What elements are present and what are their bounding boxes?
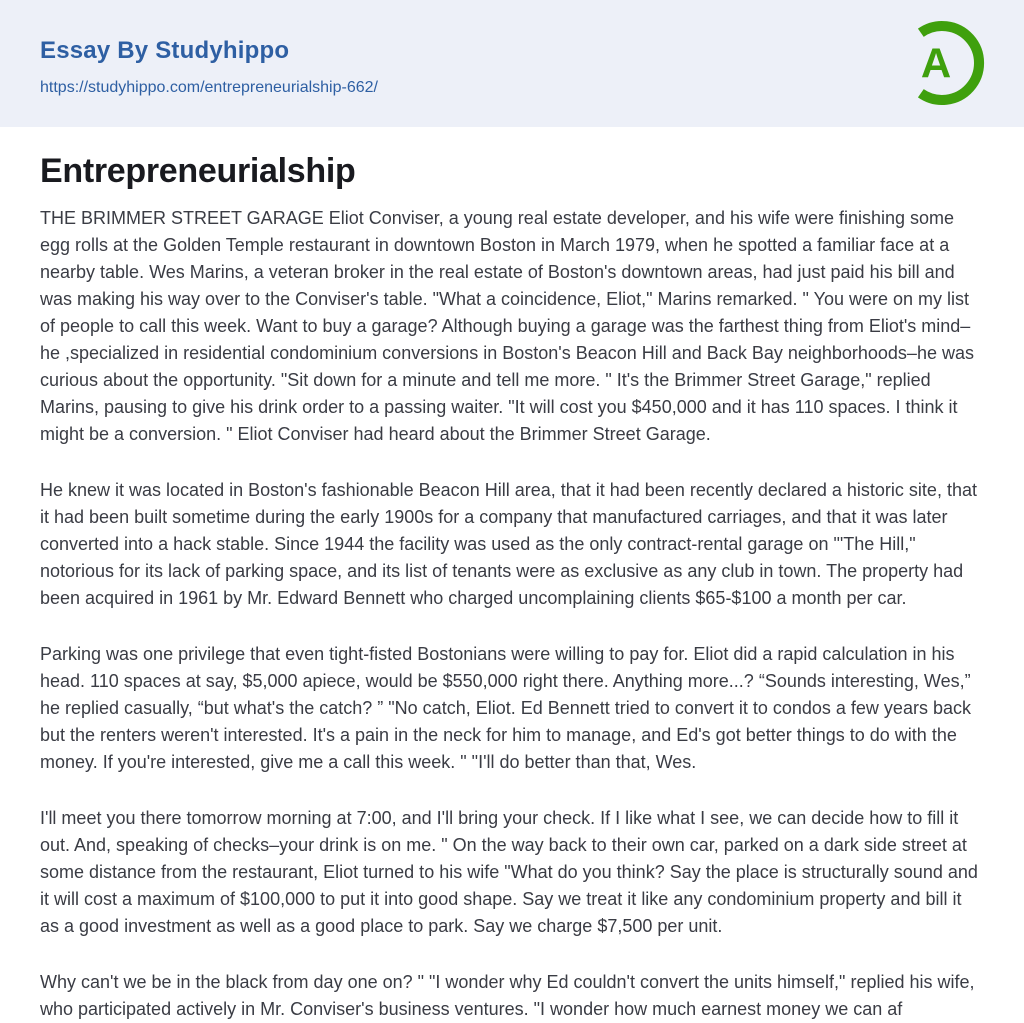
essay-title: Entrepreneurialship	[40, 152, 356, 190]
essay-paragraph-5: Why can't we be in the black from day one on? " "I wonder why Ed couldn't convert the units himself," replied his wife, who participated actively in Mr. Conviser's business ventures. "I wonder how much earnest money we can af	[40, 972, 975, 1019]
essay-paragraph-3: Parking was one privilege that even tight-fisted Bostonians were willing to pay for. Eliot did a rapid calculation in his head. 110 spaces at say, $5,000 apiece, would be $550,000 right there. Anything more...? “Sounds interesting, Wes,” he replied casually, “but what's the catch? ” "No catch, Eliot. Ed Bennett tried to convert it to condos a few years back but the renters weren't interested. It's a pain in the neck for him to manage, and Ed's got better things to do with the money. If you're interested, give me a call this week. " "I'll do better than that, Wes.	[40, 644, 971, 772]
studyhippo-ring-icon	[900, 21, 984, 105]
page-header	[0, 0, 1024, 127]
essay-paragraph-2: He knew it was located in Boston's fashionable Beacon Hill area, that it had been recently declared a historic site, that it had been built sometime during the early 1900s for a company that manufactured carriages, and that it was later converted into a hack stable. Since 1944 the facility was used as the only contract-rental garage on "'The Hill," notorious for its lack of parking space, and its list of tenants were as exclusive as any club in town. The property had been acquired in 1961 by Mr. Edward Bennett who charged uncomplaining clients $65-$100 a month per car.	[40, 480, 977, 608]
essay-paragraph-1: THE BRIMMER STREET GARAGE Eliot Conviser, a young real estate developer, and his wife were finishing some egg rolls at the Golden Temple restaurant in downtown Boston in March 1979, when he spotted a familiar face at a nearby table. Wes Marins, a veteran broker in the real estate of Boston's downtown areas, had just paid his bill and was making his way over to the Conviser's table. "What a coincidence, Eliot," Marins remarked. " You were on my list of people to call this week. Want to buy a garage? Although buying a garage was the farthest thing from Eliot's mind–he ,specialized in residential condominium conversions in Boston's Beacon Hill and Back Bay neighborhoods–he was curious about the opportunity. "Sit down for a minute and tell me more. " It's the Brimmer Street Garage," replied Marins, pausing to give his drink order to a passing waiter. "It will cost you $450,000 and it has 110 spaces. I think it might be a conversion. " Eliot Conviser had heard about the Brimmer Street Garage.	[40, 208, 974, 444]
essay-url-link[interactable]: https://studyhippo.com/entrepreneurialship-662/	[40, 79, 378, 96]
essay-content	[0, 151, 1024, 1023]
studyhippo-logo	[900, 21, 984, 105]
site-title: Essay By Studyhippo	[40, 37, 290, 64]
essay-paragraph-4: I'll meet you there tomorrow morning at 7:00, and I'll bring your check. If I like what I see, we can decide how to fill it out. And, speaking of checks–your drink is on me. " On the way back to their own car, parked on a dark side street at some distance from the restaurant, Eliot turned to his wife "What do you think? Say the place is structurally sound and it will cost a maximum of $100,000 to put it into good shape. Say we treat it like any condominium property and bill it as a good investment as well as a good place to park. Say we charge $7,500 per unit.	[40, 808, 978, 936]
logo-letter: A	[920, 39, 952, 87]
